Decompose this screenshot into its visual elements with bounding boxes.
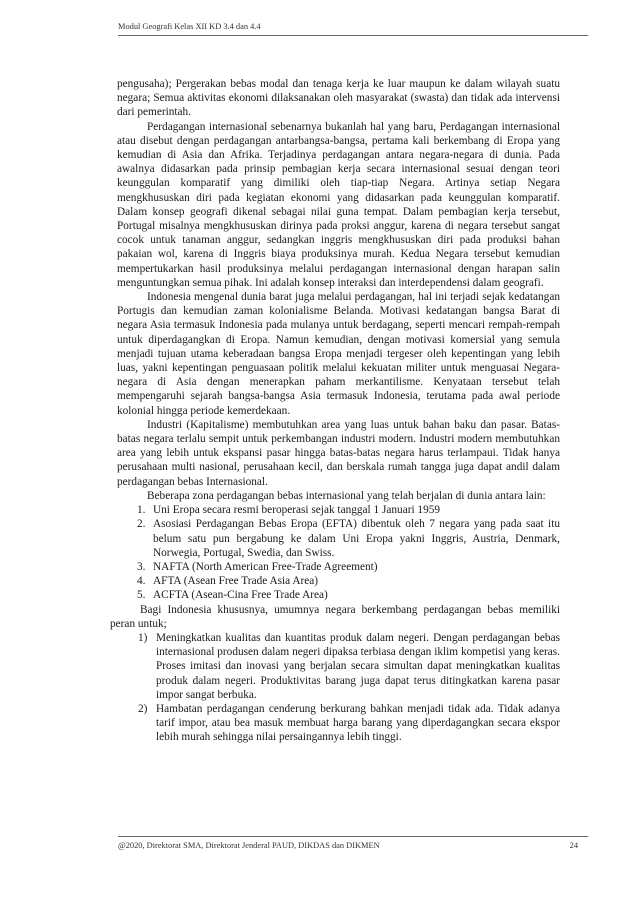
list-item-text: Meningkatkan kualitas dan kuantitas produk dalam negeri. Dengan perdagangan bebas internasional produsen dalam negeri dipaksa terbiasa dengan iklim kompetisi yang keras. Proses imitasi dan inovasi yang berjalan secara simultan dapat meningkatkan kualitas produk dalam negeri. Produktivitas barang juga dapat terus ditingkatkan karena pasar impor sangat berbuka. [156,631,560,701]
list-item [117,560,560,574]
body-text [110,77,560,745]
page-header: Modul Geografi Kelas XII KD 3.4 dan 4.4 [118,22,261,31]
page-number: 24 [569,841,578,850]
list-marker: 4. [137,575,146,588]
role-list [110,631,560,745]
list-item [110,702,560,745]
list-marker: 1) [138,631,148,644]
list-item [110,631,560,702]
paragraph: Indonesia mengenal dunia barat juga melalui perdagangan, hal ini terjadi sejak kedatangan Portugis dan kemudian zaman kolonialisme Belanda. Motivasi kedatangan bangsa Barat di negara Asia termasuk Indonesia pada mulanya untuk berdagang, seperti mencari rempah-rempah untuk diperdagangkan di Eropa. Namun kemudian, dengan motivasi komersial yang semula menjadi tujuan utama keberadaan bangsa Eropa menjadi tergeser oleh kepentingan yang lebih luas, yakni kepentingan penguasaan politik melalui kekuatan militer untuk menguasai Negara-negara di Asia dengan menerapkan paham merkantilisme. Kenyataan tersebut telah mempengaruhi sejarah bangsa-bangsa Asia termasuk Indonesia, terutama pada awal periode kolonial hingga periode kemerdekaan. [117,291,560,417]
list-item-text: Asosiasi Perdagangan Bebas Eropa (EFTA) dibentuk oleh 7 negara yang pada saat itu belum satu pun bergabung ke dalam Uni Eropa yakni Inggris, Austria, Denmark, Norwegia, Portugal, Swedia, dan Swiss. [153,518,560,559]
paragraph: Bagi Indonesia khususnya, umumnya negara berkembang perdagangan bebas memiliki peran untuk; [110,603,560,630]
list-item [117,588,560,602]
footer-divider [118,836,588,837]
list-marker: 2) [138,702,148,715]
list-item-text: ACFTA (Asean-Cina Free Trade Area) [153,589,328,602]
list-marker: 1. [137,504,146,517]
paragraph: Industri (Kapitalisme) membutuhkan area yang luas untuk bahan baku dan pasar. Batas-batas negara terlalu sempit untuk perkembangan industri modern. Industri modern membutuhkan area yang lebih untuk ekspansi pasar hingga batas-batas negara harus terlampaui. Tidak hanya perusahaan multi nasional, perusahaan kecil, dan berskala rumah tangga juga dapat andil dalam perdagangan bebas Internasional. [117,418,560,488]
page-footer: @2020, Direktorat SMA, Direktorat Jenderal PAUD, DIKDAS dan DIKMEN [118,841,380,850]
paragraph: pengusaha); Pergerakan bebas modal dan tenaga kerja ke luar maupun ke dalam wilayah suatu negara; Semua aktivitas ekonomi dilaksanakan oleh masyarakat (swasta) dan tidak ada intervensi dari pemerintah. [117,78,560,119]
free-trade-zone-list [117,503,560,602]
list-item [117,503,560,517]
list-item-text: AFTA (Asean Free Trade Asia Area) [153,575,319,588]
list-item-text: NAFTA (North American Free-Trade Agreement) [153,560,378,573]
list-item [117,517,560,560]
list-marker: 3. [137,560,146,573]
list-item-text: Hambatan perdagangan cenderung berkurang bahkan menjadi tidak ada. Tidak adanya tarif impor, atau bea masuk membuat harga barang yang diperdagangkan secara ekspor lebih murah sehingga nilai persaingannya lebih tinggi. [156,702,560,744]
list-marker: 2. [137,518,146,531]
paragraph: Perdagangan internasional sebenarnya bukanlah hal yang baru, Perdagangan internasional atau disebut dengan perdagangan antarbangsa-bangsa, pertama kali berkembang di Eropa yang kemudian di Asia dan Afrika. Terjadinya perdagangan antara negara-negara di dunia. Pada awalnya didasarkan pada prinsip pembagian kerja secara internasional sesuai dengan teori keunggulan komparatif yang dimiliki oleh tiap-tiap Negara. Artinya setiap Negara mengkhususkan diri pada kegiatan ekonomi yang didasarkan pada keunggulan komparatif. Dalam konsep geografi dikenal sebagai nilai guna tempat. Dalam pembagian kerja tersebut, Portugal misalnya mengkhususkan dirinya pada proksi anggur, karena di negara tersebut sangat cocok untuk tanaman anggur, sedangkan inggris mengkhususkan diri pada produksi bahan pakaian wol, karena di Inggris biaya produksinya murah. Kedua Negara tersebut kemudian mempertukarkan hasil produksinya melalui perdagangan internasional dengan harapan salin menguntungkan semua pihak. Ini adalah konsep interaksi dan interdependensi dalam geografi. [117,120,560,289]
list-marker: 5. [137,589,146,602]
list-item-text: Uni Eropa secara resmi beroperasi sejak tanggal 1 Januari 1959 [153,504,441,517]
header-divider [118,35,588,36]
list-item [117,574,560,588]
paragraph: Beberapa zona perdagangan bebas internasional yang telah berjalan di dunia antara lain: [147,489,546,502]
